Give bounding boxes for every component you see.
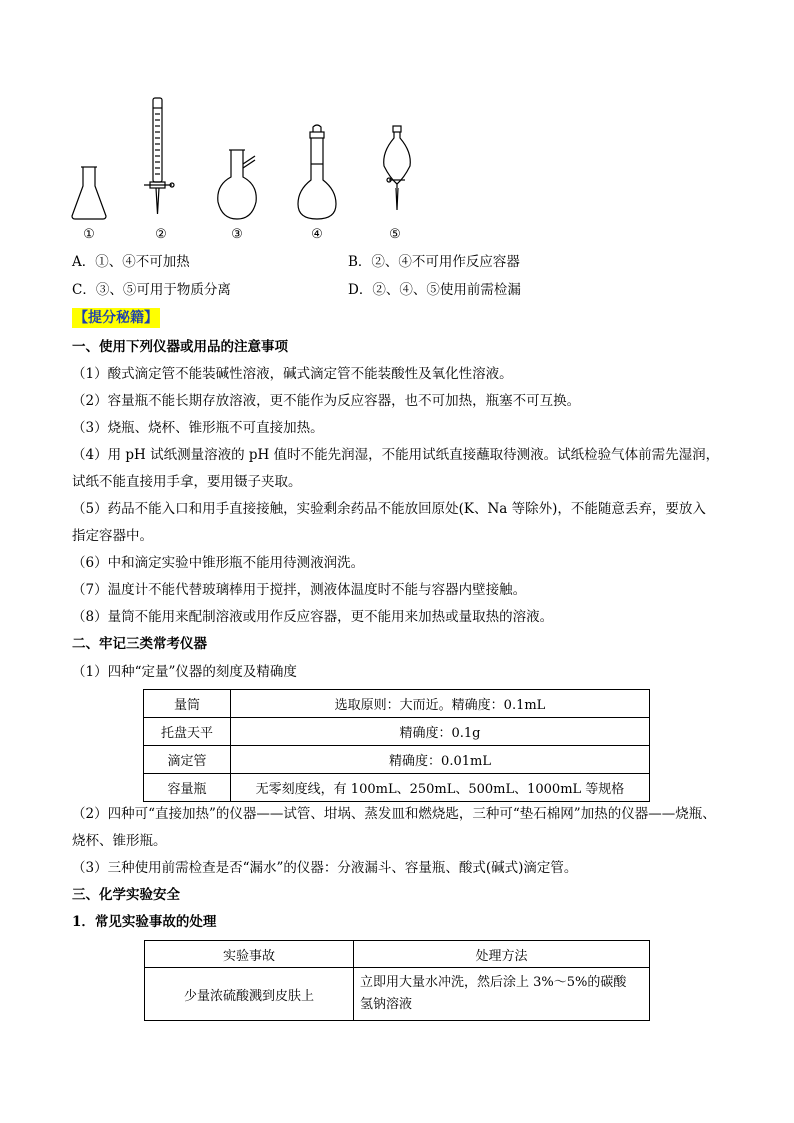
option-b: B．②、④不可用作反应容器	[348, 254, 520, 270]
section1-item-5a: （5）药品不能入口和用手直接接触，实验剩余药品不能放回原处(K、Na 等除外)，不能随意丢弃，要放入	[72, 501, 706, 517]
section1-item-5b: 指定容器中。	[72, 528, 153, 544]
conical-flask-icon	[72, 167, 106, 219]
section3-heading: 三、化学实验安全	[72, 887, 180, 903]
table-cell-line: 立即用大量水冲洗，然后涂上 3%～5%的碳酸	[360, 975, 627, 990]
apparatus-figure	[60, 92, 430, 227]
table-row	[145, 968, 650, 1021]
section1-item-8: （8）量筒不能用来配制溶液或用作反应容器，更不能用来加热或量取热的溶液。	[72, 609, 554, 625]
section3-sub-heading: 1．常见实验事故的处理	[72, 914, 217, 930]
table-header-cell: 实验事故	[145, 941, 354, 968]
distilling-flask-icon	[218, 150, 256, 219]
section1-item-2: （2）容量瓶不能长期存放溶液，更不能作为反应容器，也不可加热，瓶塞不可互换。	[72, 393, 581, 409]
volumetric-flask-icon	[298, 125, 336, 219]
apparatus-label-2: ②	[155, 227, 167, 242]
table-row	[144, 718, 650, 746]
section1-item-4a: （4）用 pH 试纸测量溶液的 pH 值时不能先润湿，不能用试纸直接蘸取待测液。试纸检验气体前需先湿润，	[72, 447, 720, 463]
apparatus-label-4: ④	[311, 227, 323, 242]
apparatus-label-3: ③	[231, 227, 243, 242]
section1-heading: 一、使用下列仪器或用品的注意事项	[72, 339, 288, 355]
table-cell	[354, 968, 650, 1021]
table-row	[145, 941, 650, 968]
section1-item-3: （3）烧瓶、烧杯、锥形瓶不可直接加热。	[72, 420, 324, 436]
table-cell: 量筒	[144, 690, 231, 718]
section1-item-6: （6）中和滴定实验中锥形瓶不能用待测液润洗。	[72, 555, 365, 571]
table-cell: 滴定管	[144, 746, 231, 774]
section1-item-1: （1）酸式滴定管不能装碱性溶液，碱式滴定管不能装酸性及氧化性溶液。	[72, 366, 513, 382]
table-row	[144, 774, 650, 802]
section2-sub2-line1: （2）四种可“直接加热”的仪器——试管、坩埚、蒸发皿和燃烧匙，三种可“垫石棉网”加热的仪器——烧瓶、	[72, 806, 716, 822]
section1-item-4b: 试纸不能直接用手拿，要用镊子夹取。	[72, 474, 302, 490]
secret-title: 【提分秘籍】	[74, 310, 158, 326]
section2-sub3: （3）三种使用前需检查是否“漏水”的仪器：分液漏斗、容量瓶、酸式(碱式)滴定管。	[72, 860, 578, 876]
separatory-funnel-icon	[384, 126, 411, 210]
table-cell: 选取原则：大而近。精确度：0.1mL	[231, 690, 650, 718]
table-row	[144, 690, 650, 718]
table-row	[144, 746, 650, 774]
measuring-instruments-table	[143, 689, 650, 802]
table-cell: 少量浓硫酸溅到皮肤上	[145, 968, 354, 1021]
burette-icon	[144, 98, 174, 214]
option-d: D．②、④、⑤使用前需检漏	[348, 282, 521, 298]
option-c: C．③、⑤可用于物质分离	[72, 282, 231, 298]
accident-handling-table	[144, 940, 650, 1021]
section2-sub2-line2: 烧杯、锥形瓶。	[72, 833, 167, 849]
section1-item-7: （7）温度计不能代替玻璃棒用于搅拌，测液体温度时不能与容器内壁接触。	[72, 582, 527, 598]
apparatus-label-1: ①	[83, 227, 95, 242]
table-header-cell: 处理方法	[354, 941, 650, 968]
table-cell-line: 氢钠溶液	[360, 997, 413, 1012]
section2-heading: 二、牢记三类常考仪器	[72, 636, 207, 652]
table-cell: 精确度：0.1g	[231, 718, 650, 746]
option-a: A．①、④不可加热	[72, 254, 190, 270]
table-cell: 无零刻度线，有 100mL、250mL、500mL、1000mL 等规格	[231, 774, 650, 802]
apparatus-label-5: ⑤	[389, 227, 401, 242]
section2-sub1: （1）四种“定量”仪器的刻度及精确度	[72, 664, 297, 680]
table-cell: 托盘天平	[144, 718, 231, 746]
table-cell: 精确度：0.01mL	[231, 746, 650, 774]
table-cell: 容量瓶	[144, 774, 231, 802]
